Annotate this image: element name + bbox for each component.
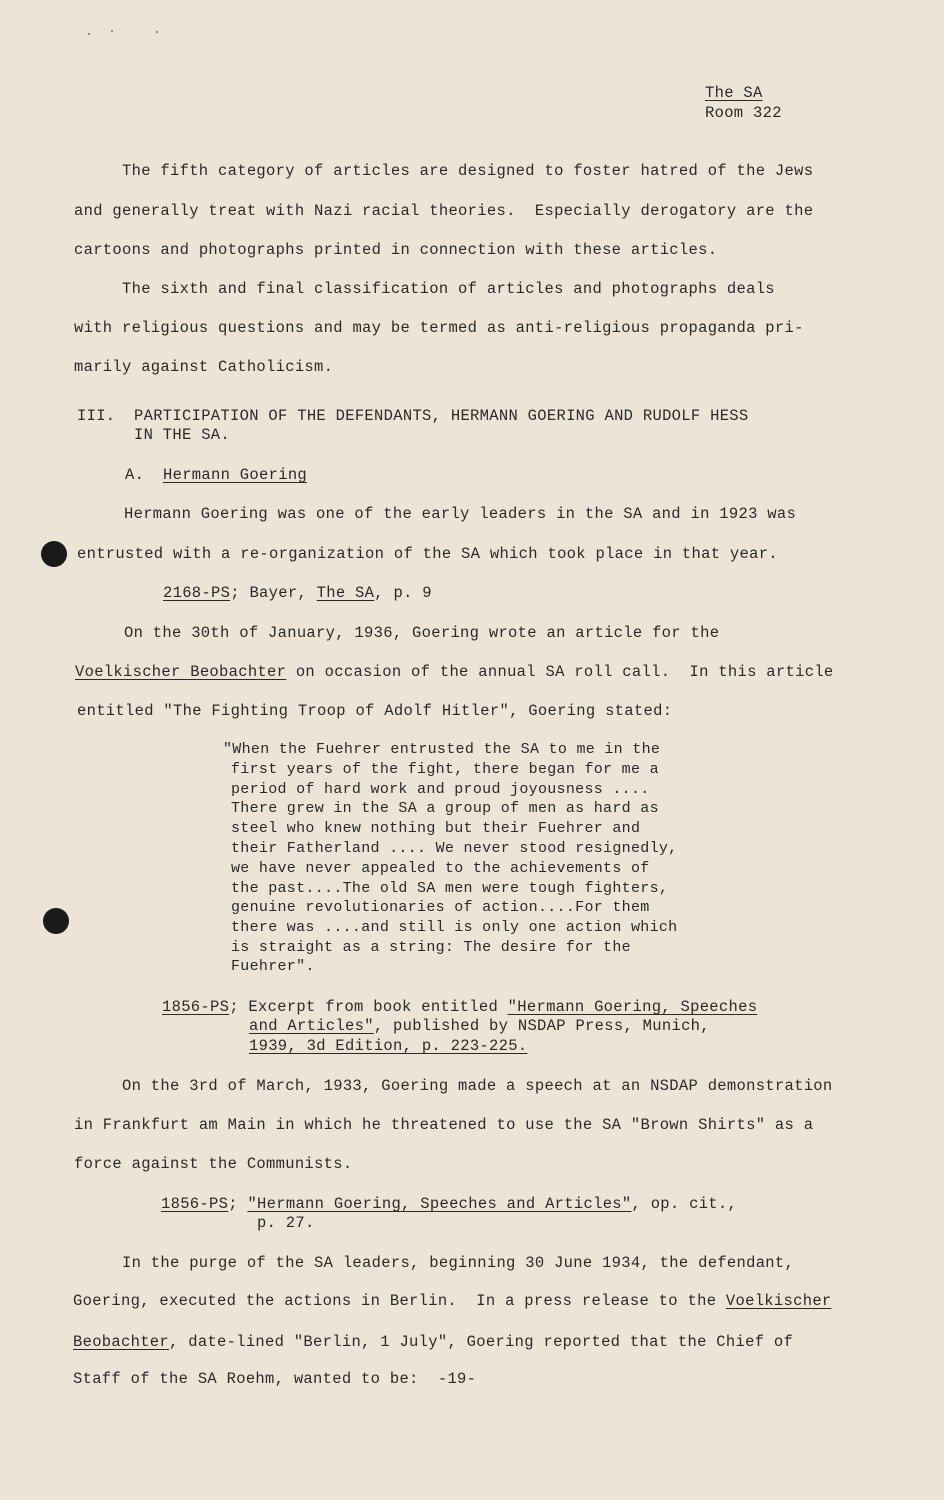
paper-speck [88, 33, 90, 35]
paragraph-line: The fifth category of articles are designed to foster hatred of the Jews [122, 162, 814, 180]
paragraph-line: entitled "The Fighting Troop of Adolf Hitler", Goering stated: [77, 702, 673, 720]
citation: 1856-PS; Excerpt from book entitled "Hermann Goering, Speeches [162, 998, 758, 1016]
quote-line: "When the Fuehrer entrusted the SA to me in the [223, 741, 661, 758]
quote-line: the past....The old SA men were tough fighters, [231, 880, 669, 897]
citation-work: The SA [316, 584, 375, 602]
punch-hole [41, 541, 67, 567]
quote-line: is straight as a string: The desire for the [231, 939, 631, 956]
paper-speck [111, 30, 113, 32]
citation: 2168-PS; Bayer, The SA, p. 9 [163, 584, 432, 602]
newspaper-name: Beobachter [73, 1333, 170, 1351]
header-room: Room 322 [705, 104, 782, 122]
quote-line: their Fatherland .... We never stood resignedly, [231, 840, 678, 857]
paragraph-line: Hermann Goering was one of the early leaders in the SA and in 1923 was [124, 505, 797, 523]
quote-line: There grew in the SA a group of men as hard as [231, 800, 659, 817]
subsection-letter: A. [125, 466, 145, 484]
paragraph-line: in Frankfurt am Main in which he threatened to use the SA "Brown Shirts" as a [74, 1116, 814, 1134]
quote-line: we have never appealed to the achievements of [231, 860, 650, 877]
section-heading: IN THE SA. [134, 426, 231, 444]
paragraph-line: marily against Catholicism. [74, 358, 334, 376]
citation-doc: 1856-PS [162, 998, 230, 1016]
citation-doc: 1856-PS [161, 1195, 229, 1213]
paragraph-line: On the 30th of January, 1936, Goering wrote an article for the [124, 624, 720, 642]
quote-line: genuine revolutionaries of action....For them [231, 899, 650, 916]
paper-speck [156, 31, 158, 33]
paragraph-line: cartoons and photographs printed in connection with these articles. [74, 241, 718, 259]
paragraph-line: Beobachter, date-lined "Berlin, 1 July", Goering reported that the Chief of [73, 1333, 794, 1351]
citation: 1939, 3d Edition, p. 223-225. [249, 1037, 528, 1055]
paragraph-line: On the 3rd of March, 1933, Goering made a speech at an NSDAP demonstration [122, 1077, 833, 1095]
paragraph-line: In the purge of the SA leaders, beginning 30 June 1934, the defendant, [122, 1254, 795, 1272]
quote-line: there was ....and still is only one action which [231, 919, 678, 936]
citation: 1856-PS; "Hermann Goering, Speeches and Articles", op. cit., [161, 1195, 738, 1213]
newspaper-name: Voelkischer [725, 1292, 832, 1310]
subsection-title: Hermann Goering [163, 466, 308, 484]
citation: and Articles", published by NSDAP Press, Munich, [249, 1017, 710, 1035]
section-heading: PARTICIPATION OF THE DEFENDANTS, HERMANN GOERING AND RUDOLF HESS [134, 407, 749, 425]
paragraph-line: entrusted with a re-organization of the SA which took place in that year. [77, 545, 778, 563]
paragraph-line: Staff of the SA Roehm, wanted to be: -19- [73, 1370, 477, 1388]
quote-line: Fuehrer". [231, 958, 315, 975]
quote-line: period of hard work and proud joyousness .... [231, 781, 650, 798]
paragraph-line: The sixth and final classification of articles and photographs deals [122, 280, 775, 298]
citation-doc: 2168-PS [163, 584, 231, 602]
punch-hole [43, 908, 69, 934]
header-title: The SA [705, 84, 763, 102]
paragraph-line: force against the Communists. [74, 1155, 353, 1173]
paragraph-line: with religious questions and may be termed as anti-religious propaganda pri- [74, 319, 804, 337]
quote-line: steel who knew nothing but their Fuehrer and [231, 820, 641, 837]
paragraph-line: Goering, executed the actions in Berlin. In a press release to the Voelkischer [73, 1292, 832, 1310]
newspaper-name: Voelkischer Beobachter [75, 663, 287, 681]
quote-line: first years of the fight, there began for me a [231, 761, 659, 778]
citation: p. 27. [257, 1214, 315, 1232]
paragraph-line: Voelkischer Beobachter on occasion of the annual SA roll call. In this article [75, 663, 834, 681]
section-number: III. [77, 407, 116, 425]
paragraph-line: and generally treat with Nazi racial theories. Especially derogatory are the [74, 202, 814, 220]
